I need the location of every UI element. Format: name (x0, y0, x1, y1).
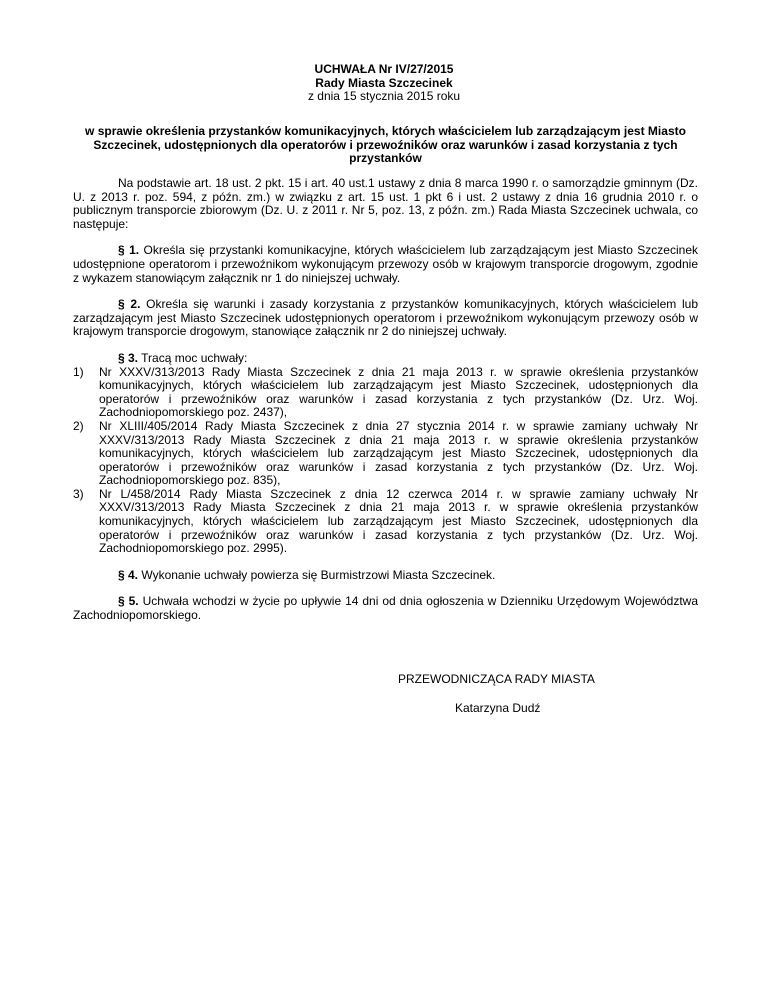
resolution-title: UCHWAŁA Nr IV/27/2015 (314, 62, 454, 76)
resolution-date: z dnia 15 stycznia 2015 roku (307, 89, 461, 104)
list-item-text: Nr XLIII/405/2014 Rady Miasta Szczecinek z dnia 27 stycznia 2014 r. w sprawie zamiany uchwały Nr XXXV/313/2013 Rady Miasta Szczecinek z dnia 21 maja 2013 r. w sprawie określenia przystanków komunikacyjnych, których właścicielem lub zarządzającym jest Miasto Szczecinek, udostępnionych dla operatorów i przewoźników oraz warunków i zasad korzystania z tych przystanków (Dz. Urz. Woj. Zachodniopomorskiego poz. 835), (99, 418, 698, 488)
section-2-text: Określa się warunki i zasady korzystania z przystanków komunikacyjnych, których właścicielem lub zarządzającym jest Miasto Szczecinek udostępnionych operatorom i przewoźnikom wykonującym przewozy osób w krajowym transporcie drogowym, stanowiące załącznik nr 2 do niniejszej uchwały. (73, 297, 699, 339)
document-header (0, 63, 768, 104)
section-4-label: § 4. (118, 567, 139, 582)
section-5-text: Uchwała wchodzi w życie po upływie 14 dni od dnia ogłoszenia w Dzienniku Urzędowym Województwa Zachodniopomorskiego. (73, 594, 698, 623)
section-2-label: § 2. (118, 297, 141, 312)
section-4 (73, 569, 698, 583)
resolution-issuer: Rady Miasta Szczecinek (315, 75, 453, 90)
section-1-text: Określa się przystanki komunikacyjne, których właścicielem lub zarządzającym jest Miasto Szczecinek udostępnione operatorom i przewoźnikom wykonującym przewozy osób w krajowym transporcie drogowym, zgodnie z wykazem stanowiącym załącznik nr 1 do niniejszej uchwały. (73, 243, 698, 285)
section-3-text: Tracą moc uchwały: (141, 350, 248, 365)
list-item-text: Nr L/458/2014 Rady Miasta Szczecinek z dnia 12 czerwca 2014 r. w sprawie zamiany uchwały Nr XXXV/313/2013 Rady Miasta Szczecinek z dnia 21 maja 2013 r. w sprawie określenia przystanków komunikacyjnych, których właścicielem lub zarządzającym jest Miasto Szczecinek, udostępnionych dla operatorów i przewoźników oraz warunków i zasad korzystania z tych przystanków (Dz. Urz. Woj. Zachodniopomorskiego poz. 2995). (99, 486, 698, 556)
section-1 (73, 244, 698, 285)
resolution-subject: w sprawie określenia przystanków komunikacyjnych, których właścicielem lub zarządzającym jest Miasto Szczecinek, udostępnionych dla operatorów i przewoźników oraz warunków i zasad korzystania z tych przystanków (85, 124, 686, 166)
list-item (73, 366, 698, 420)
signature-block (398, 673, 658, 715)
document-body (73, 177, 698, 623)
section-4-text: Wykonanie uchwały powierza się Burmistrzowi Miasta Szczecinek. (141, 567, 496, 582)
section-1-label: § 1. (118, 243, 140, 258)
section-5 (73, 595, 698, 622)
list-item (73, 420, 698, 488)
list-item-number: 3) (73, 486, 84, 501)
list-item (73, 488, 698, 556)
section-3-label: § 3. (118, 350, 139, 365)
preamble: Na podstawie art. 18 ust. 2 pkt. 15 i art. 40 ust.1 ustawy z dnia 8 marca 1990 r. o samorządzie gminnym (Dz. U. z 2013 r. poz. 594, z późn. zm.) w związku z art. 15 ust. 1 pkt 6 i ust. 2 ustawy z dnia 16 grudnia 2010 r. o publicznym transporcie zbiorowym (Dz. U. z 2011 r. Nr 5, poz. 13, z późn. zm.) Rada Miasta Szczecinek uchwala, co następuje: (73, 176, 698, 231)
section-3 (73, 352, 698, 366)
list-item-number: 2) (73, 418, 84, 433)
list-item-number: 1) (73, 364, 84, 379)
section-2 (73, 298, 698, 339)
repealed-resolutions-list (73, 366, 698, 556)
list-item-text: Nr XXXV/313/2013 Rady Miasta Szczecinek z dnia 21 maja 2013 r. w sprawie określenia przystanków komunikacyjnych, których właścicielem lub zarządzającym jest Miasto Szczecinek, udostępnionych dla operatorów i przewoźników oraz warunków i zasad korzystania z tych przystanków (Dz. Urz. Woj. Zachodniopomorskiego poz. 2437), (99, 364, 698, 420)
signatory-role: PRZEWODNICZĄCA RADY MIASTA (398, 672, 595, 686)
signatory-name: Katarzyna Dudź (455, 700, 541, 715)
section-5-label: § 5. (118, 594, 139, 609)
